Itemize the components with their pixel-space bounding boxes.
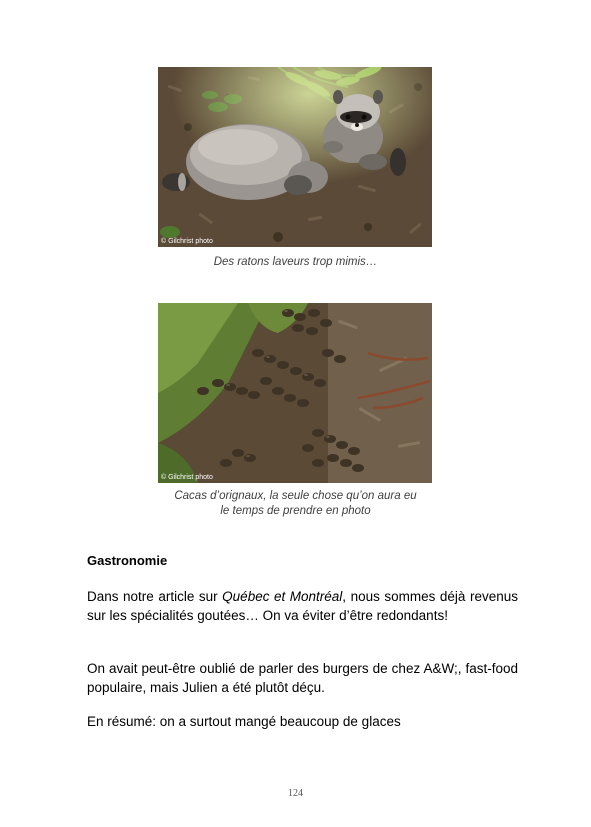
photo-watermark: © Gilchrist photo xyxy=(161,238,213,245)
figure-caption xyxy=(0,489,591,519)
figure-caption-line: Cacas d’orignaux, la seule chose qu’on aura eu xyxy=(174,490,417,502)
moose-droppings-photo xyxy=(158,303,432,483)
photo-watermark: © Gilchrist photo xyxy=(161,474,213,481)
paragraph-text: , nous sommes déjà revenus sur les spécialités goutées… On va éviter d’être redondants! xyxy=(87,589,518,623)
raccoon-photo xyxy=(158,67,432,247)
paragraph-text: Dans notre article sur xyxy=(87,589,223,604)
place-name: Québec et Montréal xyxy=(222,589,343,604)
page-number: 124 xyxy=(288,788,303,799)
figure-caption-line: le temps de prendre en photo xyxy=(220,505,371,517)
paragraph: En résumé: on a surtout mangé beaucoup de glaces xyxy=(87,714,401,729)
paragraph xyxy=(87,587,518,625)
paragraph: On avait peut-être oublié de parler des burgers de chez A&W;, fast-food populaire, mais Julien a été plutôt déçu. xyxy=(87,661,518,695)
figure-caption: Des ratons laveurs trop mimis… xyxy=(213,256,378,268)
section-heading: Gastronomie xyxy=(87,553,168,568)
